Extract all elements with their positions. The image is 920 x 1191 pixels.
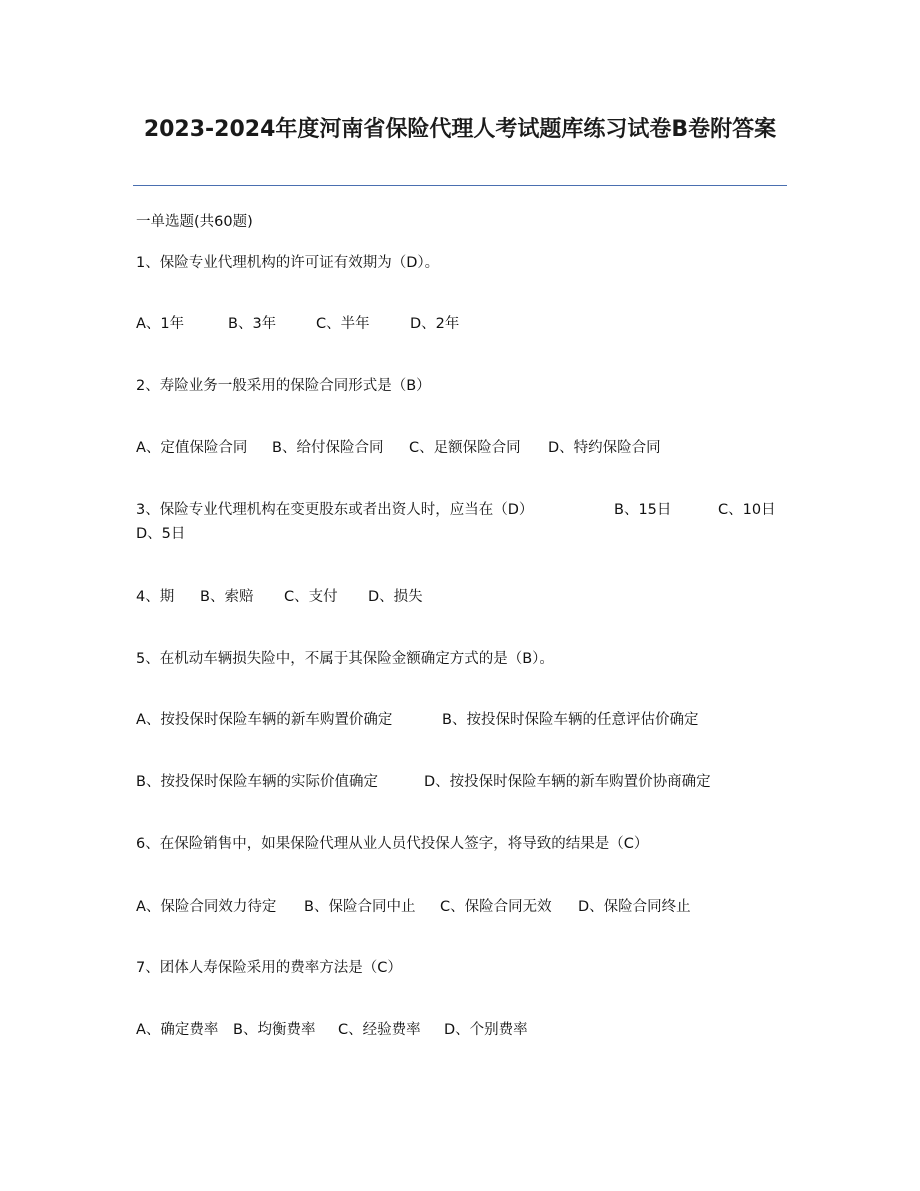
option-c: C、10日	[718, 502, 776, 518]
option-b: B、保险合同中止	[304, 899, 416, 915]
option-d: D、2年	[410, 316, 460, 332]
option-b-2: B、按投保时保险车辆的实际价值确定	[136, 774, 378, 790]
question-6: 6、在保险销售中，如果保险代理从业人员代投保人签字，将导致的结果是（C）	[136, 836, 649, 852]
option-c: C、半年	[316, 316, 370, 332]
option-a: A、按投保时保险车辆的新车购置价确定	[136, 712, 393, 728]
section-heading: 一单选题(共60题)	[136, 214, 253, 230]
option-a: A、1年	[136, 316, 185, 332]
question-1-options	[136, 314, 459, 334]
option-a: A、保险合同效力待定	[136, 899, 277, 915]
title-divider	[133, 185, 787, 186]
question-5-options-1	[136, 710, 698, 730]
question-4-options	[136, 587, 423, 607]
question-5: 5、在机动车辆损失险中，不属于其保险金额确定方式的是（B）。	[136, 651, 554, 667]
option-a: A、确定费率	[136, 1022, 219, 1038]
option-b: B、15日	[614, 502, 672, 518]
option-b: B、均衡费率	[233, 1022, 316, 1038]
option-d: D、损失	[368, 589, 423, 605]
option-b: B、索赔	[200, 589, 254, 605]
option-b: B、按投保时保险车辆的任意评估价确定	[442, 712, 699, 728]
option-d: D、特约保险合同	[548, 440, 661, 456]
question-3-text: 3、保险专业代理机构在变更股东或者出资人时，应当在（D）	[136, 502, 534, 518]
option-c: C、经验费率	[338, 1022, 421, 1038]
document-title: 2023-2024年度河南省保险代理人考试题库练习试卷B卷附答案	[143, 117, 777, 142]
question-2: 2、寿险业务一般采用的保险合同形式是（B）	[136, 378, 431, 394]
question-3-option-d: D、5日	[136, 526, 186, 542]
option-c: C、足额保险合同	[409, 440, 521, 456]
question-7: 7、团体人寿保险采用的费率方法是（C）	[136, 960, 402, 976]
option-b: B、3年	[228, 316, 277, 332]
question-4-text: 4、期	[136, 589, 175, 605]
option-c: C、支付	[284, 589, 338, 605]
question-5-options-2	[136, 772, 711, 792]
option-c: C、保险合同无效	[440, 899, 552, 915]
option-d: D、个别费率	[444, 1022, 528, 1038]
question-2-options	[136, 438, 661, 458]
option-d: D、保险合同终止	[578, 899, 691, 915]
option-a: A、定值保险合同	[136, 440, 248, 456]
option-d: D、按投保时保险车辆的新车购置价协商确定	[424, 774, 711, 790]
question-1: 1、保险专业代理机构的许可证有效期为（D）。	[136, 255, 440, 271]
option-b: B、给付保险合同	[272, 440, 384, 456]
question-6-options	[136, 897, 691, 917]
question-3	[136, 500, 776, 520]
question-7-options	[136, 1020, 528, 1040]
